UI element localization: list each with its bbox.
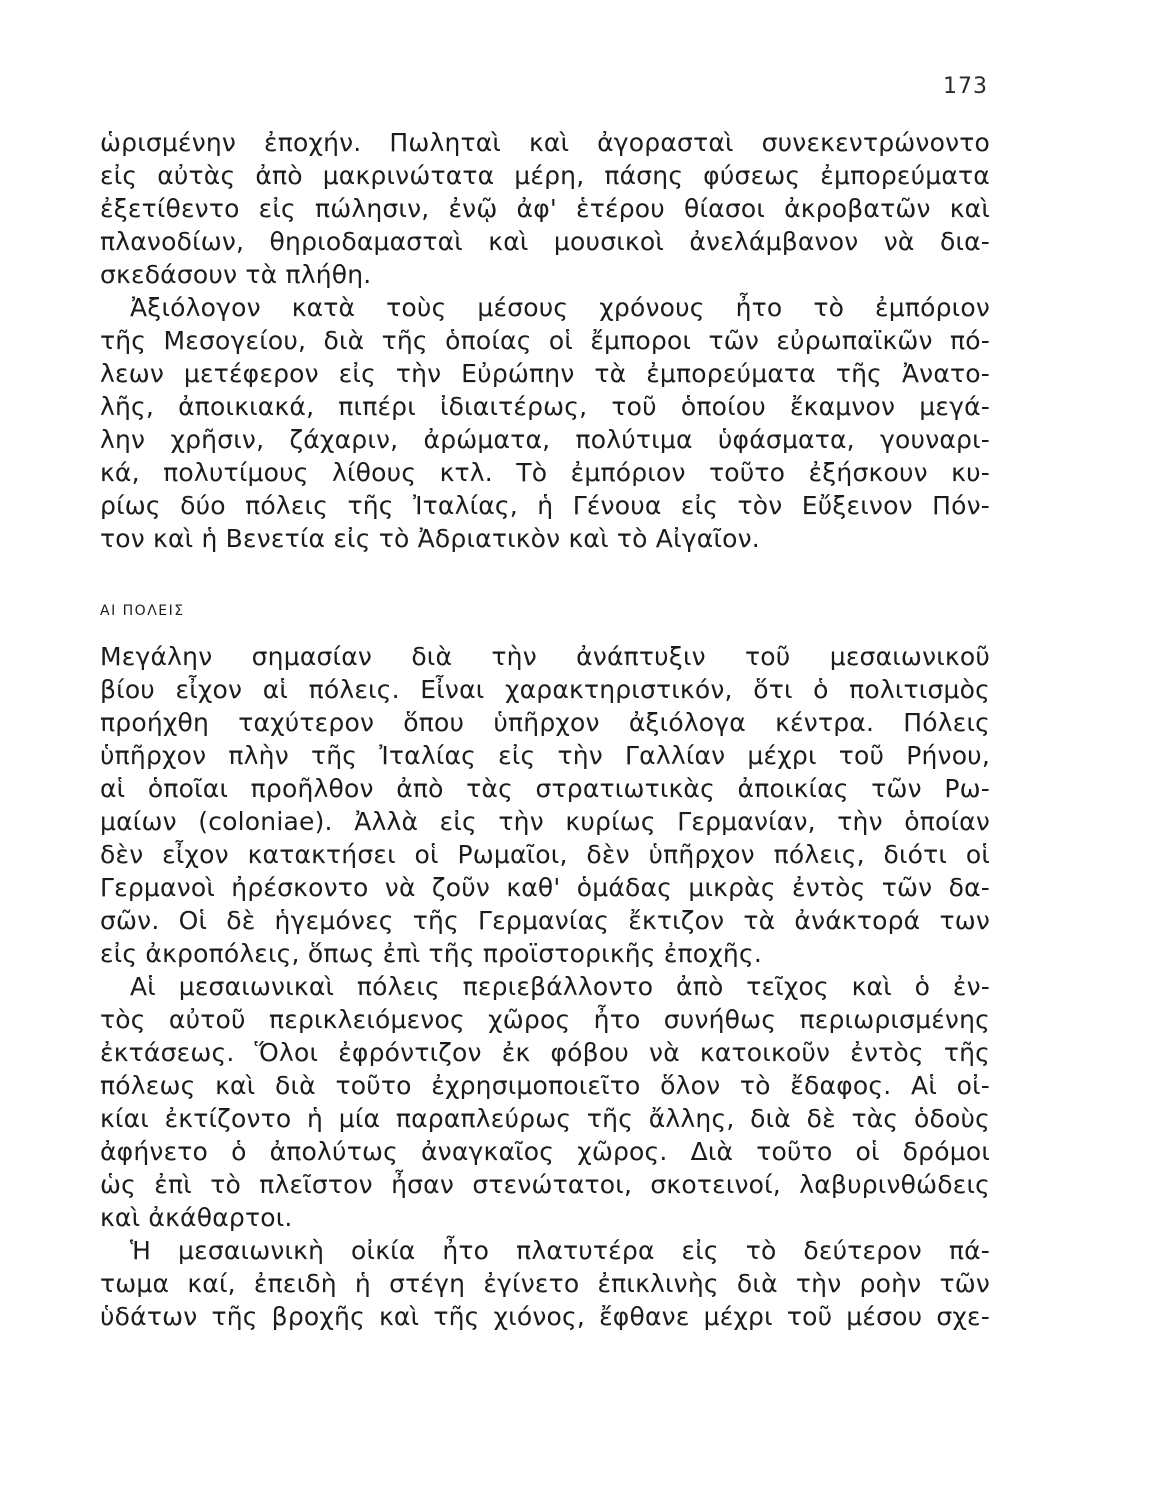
text-line: Μεγάλην σημασίαν διὰ τὴν ἀνάπτυξιν τοῦ μεσαιωνικοῦ [100,642,990,671]
text-line: ἐξετίθεντο εἰς πώλησιν, ἐνῷ ἀφ' ἑτέρου θίασοι ἀκροβατῶν καὶ [100,194,990,223]
page-number: 173 [943,74,988,99]
text-line: μαίων (coloniae). Ἀλλὰ εἰς τὴν κυρίως Γερμανίαν, τὴν ὁποίαν [100,807,990,836]
text-line: ὡς ἐπὶ τὸ πλεῖστον ἦσαν στενώτατοι, σκοτεινοί, λαβυρινθώδεις [100,1170,990,1199]
text-line: λεων μετέφερον εἰς τὴν Εὐρώπην τὰ ἐμπορεύματα τῆς Ἀνατο- [100,359,990,388]
text-line: κά, πολυτίμους λίθους κτλ. Τὸ ἐμπόριον τοῦτο ἐξήσκουν κυ- [100,458,990,487]
text-line: λην χρῆσιν, ζάχαριν, ἀρώματα, πολύτιμα ὑφάσματα, γουναρι- [100,425,990,454]
text-line: ὑδάτων τῆς βροχῆς καὶ τῆς χιόνος, ἔφθανε μέχρι τοῦ μέσου σχε- [100,1302,990,1331]
text-line: λῆς, ἀποικιακά, πιπέρι ἰδιαιτέρως, τοῦ ὁποίου ἔκαμνον μεγά- [100,392,990,421]
text-line: ἐκτάσεως. Ὅλοι ἐφρόντιζον ἐκ φόβου νὰ κατοικοῦν ἐντὸς τῆς [100,1038,990,1067]
text-line: πλανοδίων, θηριοδαμασταὶ καὶ μουσικοὶ ἀνελάμβανον νὰ δια- [100,227,990,256]
text-line: ὡρισμένην ἐποχήν. Πωληταὶ καὶ ἀγορασταὶ συνεκεντρώνοντο [100,128,990,157]
text-line: Ἀξιόλογον κατὰ τοὺς μέσους χρόνους ἦτο τὸ ἐμπόριον [130,293,990,322]
paragraph-block-markets [100,126,990,555]
text-line: καὶ ἀκάθαρτοι. [100,1203,293,1232]
text-line: ρίως δύο πόλεις τῆς Ἰταλίας, ἡ Γένουα εἰς τὸν Εὔξεινον Πόν- [100,491,990,520]
section-heading: ΑΙ ΠΟΛΕΙΣ [100,603,185,619]
text-line: Ἡ μεσαιωνικὴ οἰκία ἦτο πλατυτέρα εἰς τὸ δεύτερον πά- [130,1236,990,1265]
text-line: βίου εἶχον αἱ πόλεις. Εἶναι χαρακτηριστικόν, ὅτι ὁ πολιτισμὸς [100,675,990,704]
text-line: πόλεως καὶ διὰ τοῦτο ἐχρησιμοποιεῖτο ὅλον τὸ ἔδαφος. Αἱ οἰ- [100,1071,990,1100]
text-line: εἰς αὐτὰς ἀπὸ μακρινώτατα μέρη, πάσης φύσεως ἐμπορεύματα [100,161,990,190]
text-line: δὲν εἶχον κατακτήσει οἱ Ρωμαῖοι, δὲν ὑπῆρχον πόλεις, διότι οἱ [100,840,990,869]
text-line: αἱ ὁποῖαι προῆλθον ἀπὸ τὰς στρατιωτικὰς ἀποικίας τῶν Ρω- [100,774,990,803]
text-line: σῶν. Οἱ δὲ ἡγεμόνες τῆς Γερμανίας ἔκτιζον τὰ ἀνάκτορά των [100,906,990,935]
text-line: Γερμανοὶ ἠρέσκοντο νὰ ζοῦν καθ' ὁμάδας μικρὰς ἐντὸς τῶν δα- [100,873,990,902]
text-line: εἰς ἀκροπόλεις, ὅπως ἐπὶ τῆς προϊστορικῆς ἐποχῆς. [100,939,762,968]
text-line: ὑπῆρχον πλὴν τῆς Ἰταλίας εἰς τὴν Γαλλίαν μέχρι τοῦ Ρήνου, [100,741,990,770]
text-line: Αἱ μεσαιωνικαὶ πόλεις περιεβάλλοντο ἀπὸ τεῖχος καὶ ὁ ἐν- [130,972,990,1001]
text-line: τωμα καί, ἐπειδὴ ἡ στέγη ἐγίνετο ἐπικλινὴς διὰ τὴν ροὴν τῶν [100,1269,990,1298]
text-line: σκεδάσουν τὰ πλήθη. [100,260,372,289]
text-line: τῆς Μεσογείου, διὰ τῆς ὁποίας οἱ ἔμποροι τῶν εὐρωπαϊκῶν πό- [100,326,990,355]
text-line: προήχθη ταχύτερον ὅπου ὑπῆρχον ἀξιόλογα κέντρα. Πόλεις [100,708,990,737]
text-line: ἀφήνετο ὁ ἀπολύτως ἀναγκαῖος χῶρος. Διὰ τοῦτο οἱ δρόμοι [100,1137,990,1166]
text-line: τὸς αὐτοῦ περικλειόμενος χῶρος ἦτο συνήθως περιωρισμένης [100,1005,990,1034]
text-line: κίαι ἐκτίζοντο ἡ μία παραπλεύρως τῆς ἄλλης, διὰ δὲ τὰς ὁδοὺς [100,1104,990,1133]
paragraph-block-cities [100,640,990,1333]
text-line: τον καὶ ἡ Βενετία εἰς τὸ Ἀδριατικὸν καὶ τὸ Αἰγαῖον. [100,524,760,553]
